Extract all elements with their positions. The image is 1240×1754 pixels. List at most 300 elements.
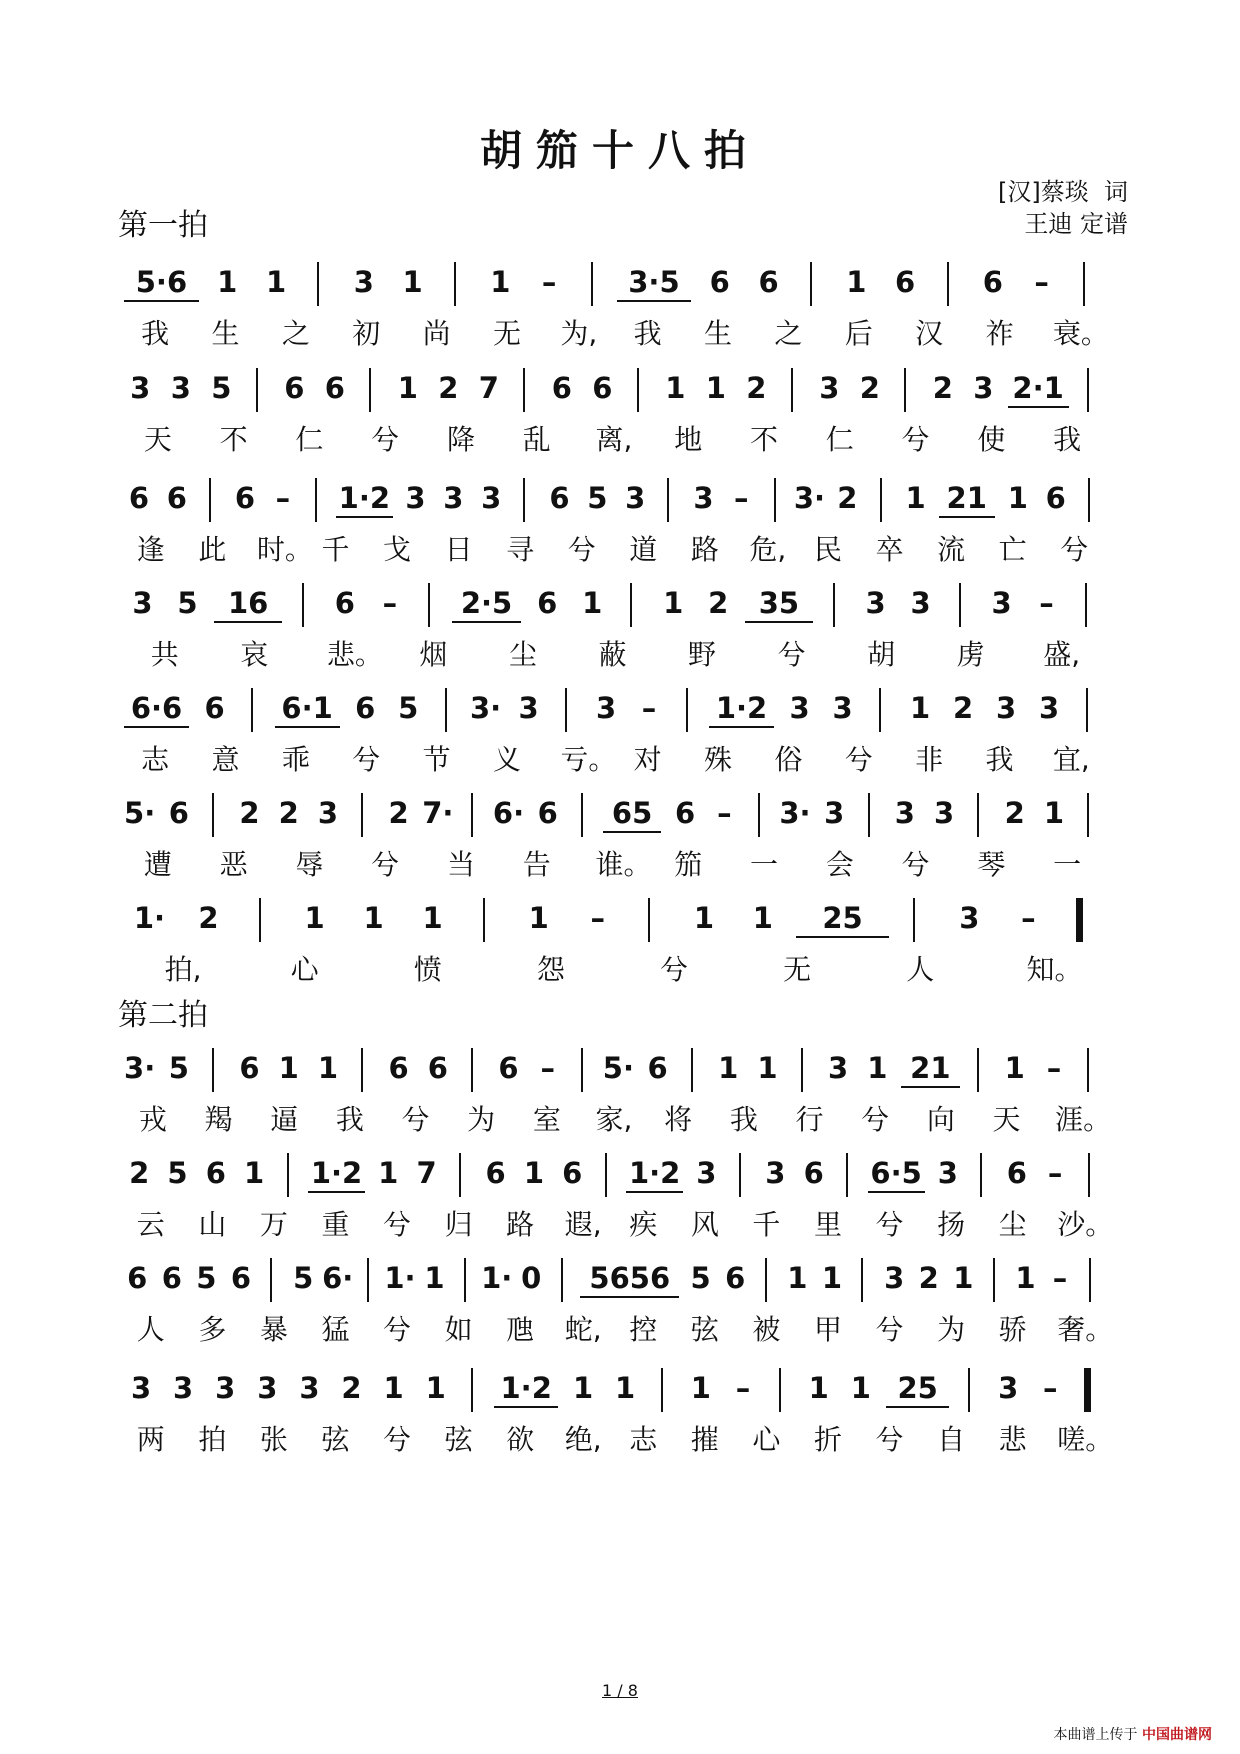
note-group: 6	[161, 1261, 182, 1295]
notation-line	[120, 1048, 1120, 1092]
note-group: 3	[819, 371, 840, 405]
note-group: 3	[405, 481, 426, 515]
note-group: 3	[130, 1371, 152, 1405]
barline	[471, 1048, 473, 1092]
barline	[739, 1153, 741, 1197]
lyric-syllable: 我	[633, 317, 662, 350]
final-barline	[1076, 898, 1083, 942]
note-group: 3	[824, 796, 845, 830]
note-group: 1	[523, 1156, 545, 1190]
barline	[779, 1368, 781, 1412]
lyric-syllable: 戎	[138, 1103, 167, 1136]
lyric-syllable: 笳	[674, 848, 703, 881]
note-group: 6	[128, 481, 150, 515]
lyric-syllable: 逼	[270, 1103, 299, 1136]
lyric-syllable: 羯	[204, 1103, 233, 1136]
barline	[471, 793, 473, 837]
lyric-line	[120, 633, 1120, 673]
barline	[445, 688, 447, 732]
note-group: 6·6	[130, 691, 183, 725]
note-group: 3	[959, 901, 980, 935]
score-title: 胡笳十八拍	[479, 126, 760, 175]
lyric-syllable: 烟	[419, 638, 448, 671]
lyric-syllable: 弦	[321, 1423, 350, 1456]
note-group: 3	[973, 371, 994, 405]
note-group: 6·	[492, 796, 525, 830]
note-group: 1	[425, 1371, 446, 1405]
note-group: 3	[595, 691, 617, 725]
barline	[758, 793, 760, 837]
note-group: 3	[765, 1156, 786, 1190]
dash-extension: –	[641, 691, 657, 725]
lyric-syllable: 生	[704, 317, 733, 350]
lyric-syllable: 兮	[1060, 533, 1089, 566]
lyric-syllable: 盛,	[1043, 638, 1081, 671]
note-group: 1	[422, 901, 443, 935]
note-group: 1	[528, 901, 549, 935]
lyric-syllable: 兮	[901, 423, 930, 456]
lyric-syllable: 对	[633, 743, 662, 776]
barline	[959, 583, 961, 627]
note-group: 1	[265, 265, 287, 299]
barline	[879, 688, 881, 732]
barline	[810, 262, 812, 306]
note-group: 6	[894, 265, 916, 299]
lyric-syllable: 尚	[422, 317, 451, 350]
lyric-line	[120, 948, 1120, 988]
note-group: 6	[234, 481, 256, 515]
lyric-syllable: 悲	[998, 1423, 1027, 1456]
note-group: 2	[918, 1261, 939, 1295]
notation-line	[120, 478, 1120, 522]
lyric-syllable: 兮	[371, 423, 400, 456]
lyric-syllable: 祚	[985, 317, 1014, 350]
note-group: 3	[443, 481, 464, 515]
note-group: 1·2	[338, 481, 391, 515]
lyric-syllable: 兮	[901, 848, 930, 881]
note-group: 2·1	[1012, 371, 1064, 405]
beam-underline	[124, 300, 199, 302]
page-indicator: 1 / 8	[602, 1681, 638, 1700]
note-group: 5·	[602, 1051, 634, 1085]
note-group: 2	[278, 796, 299, 830]
note-group: 1	[490, 265, 511, 299]
barline	[861, 1258, 863, 1302]
note-group: 2	[198, 901, 219, 935]
note-group: 6	[1045, 481, 1066, 515]
note-group: 3	[130, 371, 151, 405]
note-group: 1	[787, 1261, 808, 1295]
lyric-syllable: 此	[198, 533, 227, 566]
beam-underline	[603, 831, 662, 833]
note-group: 3	[998, 1371, 1019, 1405]
notation-line	[120, 793, 1120, 837]
barline	[464, 1258, 466, 1302]
lyric-syllable: 里	[813, 1208, 842, 1241]
note-group: 3	[937, 1156, 958, 1190]
note-group: 6	[551, 371, 572, 405]
lyric-syllable: 一	[750, 848, 779, 881]
note-group: 1	[1007, 481, 1028, 515]
lyric-syllable: 衰。	[1052, 317, 1109, 350]
note-group: 5	[196, 1261, 217, 1295]
lyric-syllable: 意	[211, 743, 240, 776]
note-group: 6	[204, 691, 225, 725]
note-group: 1	[244, 1156, 265, 1190]
dash-extension: –	[717, 796, 732, 830]
barline	[565, 688, 567, 732]
note-group: 1·2	[500, 1371, 552, 1405]
note-group: 6·5	[870, 1156, 922, 1190]
lyric-syllable: 兮	[777, 638, 806, 671]
lyric-syllable: 如	[444, 1313, 473, 1346]
barline	[523, 368, 525, 412]
note-group: 5	[168, 1051, 189, 1085]
dash-extension: –	[1046, 1051, 1062, 1085]
note-group: 2	[388, 796, 409, 830]
note-group: 5	[587, 481, 608, 515]
barline	[648, 898, 650, 942]
lyric-syllable: 绝,	[564, 1423, 602, 1456]
watermark-brand: 中国曲谱网	[1142, 1727, 1212, 1743]
note-group: 1	[363, 901, 384, 935]
lyric-syllable: 愤	[413, 953, 442, 986]
note-group: 1	[663, 586, 684, 620]
lyric-syllable: 怨	[536, 953, 565, 986]
lyric-syllable: 恶	[219, 848, 248, 881]
lyric-syllable: 天	[143, 423, 172, 456]
note-group: 3	[353, 265, 374, 299]
note-group: 1	[752, 901, 773, 935]
note-group: 3·5	[628, 265, 680, 299]
lyric-syllable: 不	[750, 423, 779, 456]
barline	[993, 1258, 995, 1302]
lyric-syllable: 兮	[875, 1208, 904, 1241]
note-group: 16	[228, 586, 269, 620]
note-group: 1	[217, 265, 238, 299]
lyric-syllable: 危,	[749, 533, 787, 566]
lyric-syllable: 后	[844, 317, 873, 350]
note-group: 1	[905, 481, 926, 515]
lyric-syllable: 野	[688, 638, 717, 671]
barline	[315, 478, 317, 522]
note-group: 3·	[779, 796, 811, 830]
lyric-syllable: 折	[813, 1423, 842, 1456]
lyric-syllable: 非	[915, 743, 944, 776]
lyric-line	[120, 738, 1120, 778]
notation-line	[120, 898, 1120, 942]
barline	[977, 1048, 979, 1092]
barline	[637, 368, 639, 412]
lyric-syllable: 告	[522, 848, 551, 881]
note-group: 3·	[469, 691, 502, 725]
arranger-credit: 王迪 定谱	[1024, 210, 1128, 238]
note-group: 3	[789, 691, 810, 725]
lyric-syllable: 风	[690, 1208, 719, 1241]
score-line	[120, 368, 1120, 458]
barline	[1088, 1153, 1090, 1197]
beam-underline	[709, 726, 774, 728]
lyric-syllable: 兮	[383, 1208, 412, 1241]
notation-line	[120, 1258, 1120, 1302]
lyric-syllable: 两	[136, 1423, 165, 1456]
note-group: 6	[168, 796, 189, 830]
note-group: 1·2	[715, 691, 768, 725]
barline	[880, 478, 882, 522]
lyric-line	[120, 843, 1120, 883]
note-group: 2	[708, 586, 729, 620]
notation-line	[120, 262, 1120, 306]
barline	[968, 1368, 970, 1412]
note-group: 1	[846, 265, 867, 299]
barline	[581, 1048, 583, 1092]
lyric-syllable: 弦	[444, 1423, 473, 1456]
note-group: 3	[518, 691, 539, 725]
lyric-syllable: 兮	[567, 533, 596, 566]
note-group: 6	[562, 1156, 583, 1190]
note-group: 3	[828, 1051, 849, 1085]
note-group: 1	[402, 265, 423, 299]
note-group: 6	[166, 481, 187, 515]
beam-underline	[901, 1086, 960, 1088]
note-group: 6	[537, 796, 558, 830]
beam-underline	[868, 1191, 925, 1193]
lyricist-credit: [汉]蔡琰 词	[998, 178, 1128, 206]
dash-extension: –	[735, 1371, 751, 1405]
beam-underline	[886, 1406, 950, 1408]
note-group: 1	[850, 1371, 871, 1405]
lyric-line	[120, 528, 1120, 568]
score-line	[120, 1368, 1120, 1458]
lyric-syllable: 我	[141, 317, 170, 350]
lyric-syllable: 弦	[690, 1313, 719, 1346]
note-group: 6	[709, 265, 730, 299]
note-group: 5	[398, 691, 419, 725]
lyric-syllable: 无	[783, 953, 812, 986]
note-group: 6	[388, 1051, 409, 1085]
dash-extension: –	[1021, 901, 1036, 935]
note-group: 6	[127, 1261, 148, 1295]
note-group: 3	[933, 796, 955, 830]
notation-line	[120, 688, 1120, 732]
barline	[1085, 583, 1087, 627]
note-group: 6	[674, 796, 696, 830]
note-group: 1	[705, 371, 726, 405]
watermark: 本曲谱上传于 中国曲谱网	[1053, 1727, 1212, 1743]
lyric-syllable: 云	[136, 1208, 165, 1241]
barline	[1087, 793, 1089, 837]
note-group: 21	[910, 1051, 951, 1085]
barline	[483, 898, 485, 942]
lyric-syllable: 骄	[998, 1313, 1027, 1346]
dash-extension: –	[734, 481, 749, 515]
lyric-syllable: 悲。	[326, 638, 383, 671]
lyric-syllable: 重	[321, 1208, 350, 1241]
lyric-syllable: 志	[629, 1423, 658, 1456]
note-group: 1	[278, 1051, 299, 1085]
barline	[367, 1258, 369, 1302]
barline	[977, 793, 979, 837]
note-group: 1	[821, 1261, 843, 1295]
score-line	[120, 1048, 1120, 1138]
note-group: 5	[211, 371, 232, 405]
barline	[605, 1153, 607, 1197]
barline	[212, 1048, 214, 1092]
lyric-syllable: 室	[532, 1103, 561, 1136]
lyric-syllable: 会	[825, 848, 854, 881]
lyric-syllable: 多	[198, 1313, 227, 1346]
note-group: 2	[952, 691, 974, 725]
lyric-syllable: 路	[690, 533, 719, 566]
note-group: 3	[865, 586, 886, 620]
note-group: 2	[859, 371, 880, 405]
barline	[1089, 1258, 1091, 1302]
lyric-syllable: 乖	[281, 743, 310, 776]
note-group: 1	[317, 1051, 339, 1085]
barline	[251, 688, 253, 732]
note-group: 6	[427, 1051, 448, 1085]
note-group: 25	[897, 1371, 938, 1405]
lyric-syllable: 地	[674, 423, 703, 456]
note-group: 3	[910, 586, 931, 620]
beam-underline	[939, 516, 995, 518]
note-group: 1	[808, 1371, 829, 1405]
beam-underline	[336, 516, 392, 518]
lyric-syllable: 路	[506, 1208, 535, 1241]
section-label: 第一拍	[118, 208, 208, 243]
barline	[980, 1153, 982, 1197]
note-group: 5	[690, 1261, 711, 1295]
lyric-syllable: 殊	[704, 743, 733, 776]
barline	[691, 1048, 693, 1092]
lyric-line	[120, 1418, 1120, 1458]
note-group: 5656	[589, 1261, 671, 1295]
note-group: 3	[481, 481, 502, 515]
barline	[667, 478, 669, 522]
barline	[459, 1153, 461, 1197]
lyric-syllable: 知。	[1026, 953, 1083, 986]
note-group: 6	[239, 1051, 260, 1085]
lyric-syllable: 生	[211, 317, 240, 350]
barline	[1088, 478, 1090, 522]
lyric-syllable: 兮	[401, 1103, 430, 1136]
barline	[846, 1153, 848, 1197]
lyric-syllable: 甲	[813, 1313, 842, 1346]
barline	[428, 583, 430, 627]
lyric-syllable: 猛	[321, 1313, 350, 1346]
lyric-syllable: 虺	[506, 1313, 535, 1346]
note-group: 3	[625, 481, 646, 515]
barline	[630, 583, 632, 627]
lyric-syllable: 我	[985, 743, 1014, 776]
lyric-line	[120, 1308, 1120, 1348]
lyric-syllable: 俗	[774, 743, 803, 776]
lyric-syllable: 当	[446, 848, 475, 881]
note-group: 1	[665, 371, 686, 405]
note-group: 3	[696, 1156, 717, 1190]
note-group: 6	[592, 371, 613, 405]
lyric-syllable: 山	[198, 1208, 227, 1241]
lyric-syllable: 向	[926, 1103, 955, 1136]
note-group: 6·1	[281, 691, 333, 725]
barline	[369, 368, 371, 412]
score-line	[120, 793, 1120, 883]
lyric-syllable: 天	[992, 1103, 1021, 1136]
note-group: 6	[982, 265, 1003, 299]
lyric-syllable: 辱	[295, 848, 324, 881]
note-group: 6	[485, 1156, 506, 1190]
dash-extension: –	[590, 901, 605, 935]
section-label: 第二拍	[118, 998, 208, 1033]
dash-extension: –	[541, 265, 557, 299]
lyric-syllable: 摧	[690, 1423, 719, 1456]
lyric-syllable: 蔽	[598, 638, 627, 671]
lyric-syllable: 我	[335, 1103, 364, 1136]
note-group: 6	[549, 481, 570, 515]
lyric-syllable: 我	[729, 1103, 758, 1136]
lyric-syllable: 降	[446, 423, 475, 456]
barline	[471, 1368, 473, 1412]
lyric-syllable: 不	[219, 423, 248, 456]
lyric-syllable: 行	[795, 1103, 824, 1136]
note-group: 5	[177, 586, 198, 620]
note-group: 6	[205, 1156, 226, 1190]
note-group: 7	[416, 1156, 437, 1190]
note-group: 7·	[422, 796, 454, 830]
lyric-syllable: 心	[752, 1423, 781, 1456]
lyric-syllable: 尘	[998, 1208, 1027, 1241]
lyric-syllable: 宜,	[1052, 743, 1090, 776]
note-group: 2	[438, 371, 459, 405]
lyric-syllable: 兮	[875, 1313, 904, 1346]
note-group: 3	[995, 691, 1017, 725]
note-group: 1	[572, 1371, 594, 1405]
note-group: 21	[946, 481, 987, 515]
barline	[212, 793, 214, 837]
barline	[1086, 688, 1088, 732]
score-line	[120, 898, 1120, 988]
note-group: 3	[1038, 691, 1060, 725]
note-group: 1·	[133, 901, 166, 935]
barline	[302, 583, 304, 627]
barline	[868, 793, 870, 837]
note-group: 1	[718, 1051, 739, 1085]
lyric-syllable: 为	[467, 1103, 496, 1136]
note-group: 65	[611, 796, 653, 830]
notation-line	[120, 368, 1120, 412]
lyric-line	[120, 418, 1120, 458]
barline	[454, 262, 456, 306]
note-group: 1	[690, 1371, 711, 1405]
note-group: 3	[215, 1371, 236, 1405]
note-group: 5	[293, 1261, 314, 1295]
note-group: 2	[129, 1156, 150, 1190]
note-group: 2	[746, 371, 767, 405]
note-group: 3	[132, 586, 153, 620]
beam-underline	[124, 726, 189, 728]
lyric-syllable: 逢	[136, 533, 165, 566]
lyric-line	[120, 1098, 1120, 1138]
dash-extension: –	[275, 481, 291, 515]
lyric-syllable: 兮	[861, 1103, 890, 1136]
barline	[270, 1258, 272, 1302]
lyric-syllable: 人	[136, 1313, 165, 1346]
barline	[591, 262, 593, 306]
lyric-syllable: 疾	[629, 1208, 658, 1241]
note-group: 2·5	[460, 586, 513, 620]
note-group: 3	[173, 1371, 194, 1405]
lyric-syllable: 寻	[506, 533, 535, 566]
